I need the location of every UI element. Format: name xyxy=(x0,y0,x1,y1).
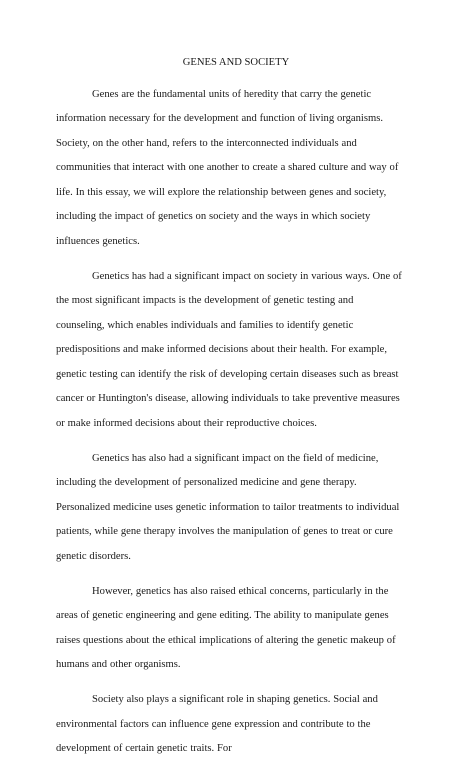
paragraph-introduction: Genes are the fundamental units of heredity that carry the genetic information necessary for the development and function of living organisms. Society, on the other hand, refers to the interconnected individuals and communities that interact with one another to create a shared culture and way of life. In this essay, we will explore the relationship between genes and society, including the impact of genetics on society and the ways in which society influences genetics. xyxy=(56,88,399,247)
paragraph-ethics: However, genetics has also raised ethical concerns, particularly in the areas of genetic engineering and gene editing. The ability to manipulate genes raises questions about the ethical implications of altering the genetic makeup of humans and other organisms. xyxy=(56,585,396,670)
paragraph-genetics-impact: Genetics has had a significant impact on society in various ways. One of the most significant impacts is the development of genetic testing and counseling, which enables individuals and families to identify genetic predispositions and make informed decisions about their health. For example, genetic testing can identify the risk of developing certain diseases such as breast cancer or Huntington's disease, allowing individuals to take preventive measures or make informed decisions about their reproductive choices. xyxy=(56,270,402,429)
paragraph-medicine: Genetics has also had a significant impact on the field of medicine, including the development of personalized medicine and gene therapy. Personalized medicine uses genetic information to tailor treatments to individual patients, while gene therapy involves the manipulation of genes to treat or cure genetic disorders. xyxy=(56,452,400,562)
document-title: GENES AND SOCIETY xyxy=(182,57,290,68)
paragraph-society-role: Society also plays a significant role in shaping genetics. Social and environmental factors can influence gene expression and contribute to the development of certain genetic traits. For xyxy=(56,694,378,754)
